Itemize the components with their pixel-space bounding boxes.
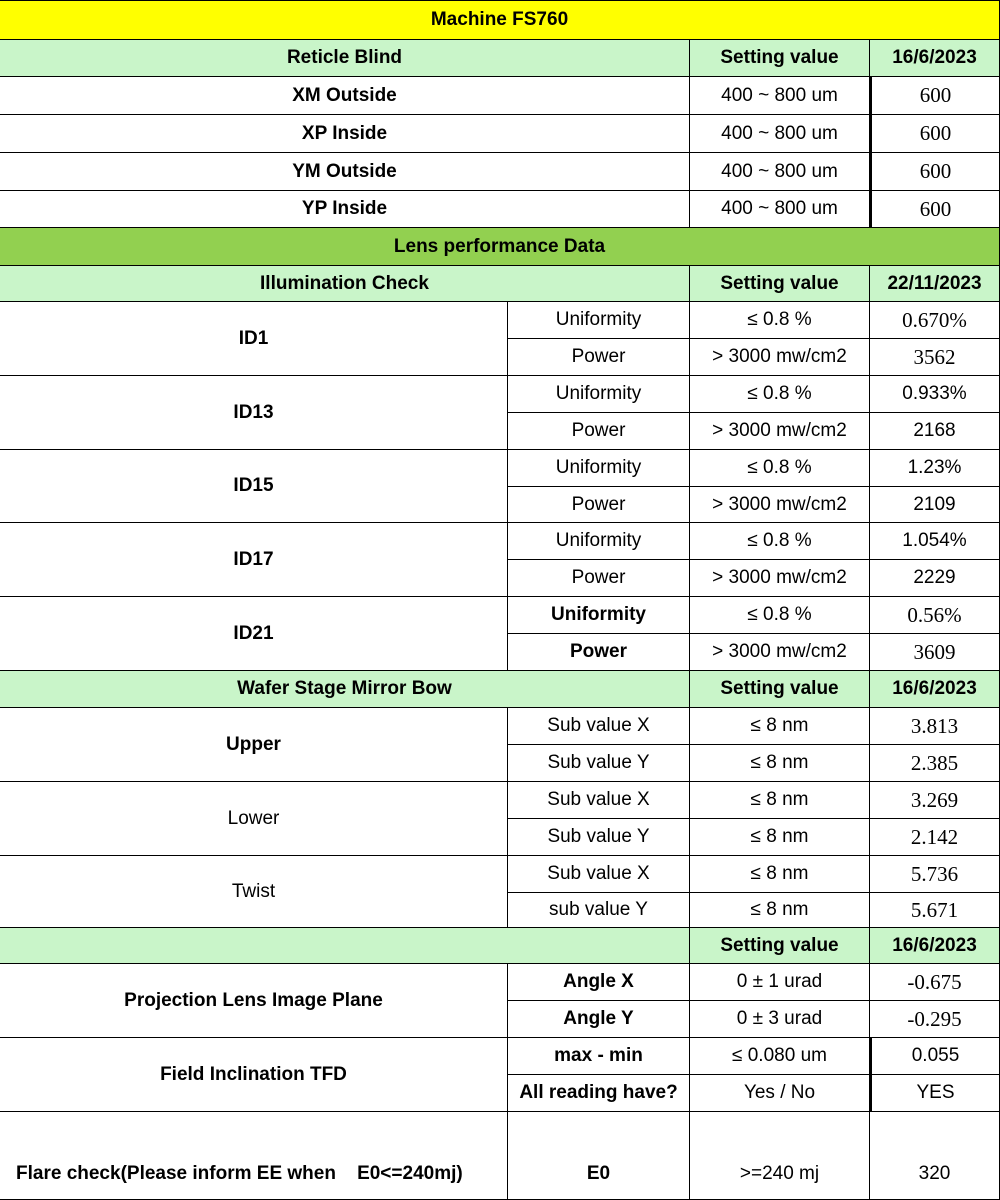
projection-value: -0.295	[870, 1001, 1000, 1038]
illumination-value: 2168	[870, 413, 1000, 450]
illumination-group-id: ID1	[0, 302, 508, 376]
setting-value-header: Setting value	[690, 928, 870, 964]
misc-header-label	[0, 928, 690, 964]
mirror-bow-setting: ≤ 8 nm	[690, 893, 870, 928]
mirror-bow-param: Sub value Y	[508, 745, 690, 782]
reticle-row-name: YM Outside	[0, 153, 690, 191]
mirror-bow-param: Sub value Y	[508, 819, 690, 856]
projection-param: Angle X	[508, 964, 690, 1001]
mirror-bow-value: 2.385	[870, 745, 1000, 782]
illumination-header: Illumination Check	[0, 266, 690, 302]
date-header: 16/6/2023	[870, 671, 1000, 708]
flare-setting: >=240 mj	[690, 1112, 870, 1200]
mirror-bow-header: Wafer Stage Mirror Bow	[0, 671, 690, 708]
mirror-bow-param: sub value Y	[508, 893, 690, 928]
mirror-bow-setting: ≤ 8 nm	[690, 708, 870, 745]
illumination-param: Power	[508, 634, 690, 671]
mirror-bow-param: Sub value X	[508, 708, 690, 745]
lens-section-title: Lens performance Data	[0, 228, 1000, 266]
illumination-setting: ≤ 0.8 %	[690, 302, 870, 339]
reticle-row-value: 600	[870, 115, 1000, 153]
flare-check-label: Flare check(Please inform EE when E0<=240mj)	[0, 1112, 508, 1200]
setting-value-header: Setting value	[690, 671, 870, 708]
mirror-bow-setting: ≤ 8 nm	[690, 745, 870, 782]
mirror-bow-setting: ≤ 8 nm	[690, 782, 870, 819]
reticle-row-value: 600	[870, 153, 1000, 191]
mirror-bow-setting: ≤ 8 nm	[690, 819, 870, 856]
illumination-value: 0.933%	[870, 376, 1000, 413]
illumination-param: Power	[508, 413, 690, 450]
reticle-row-value: 600	[870, 77, 1000, 115]
mirror-bow-setting: ≤ 8 nm	[690, 856, 870, 893]
mirror-bow-param: Sub value X	[508, 782, 690, 819]
projection-param: Angle Y	[508, 1001, 690, 1038]
mirror-bow-group-id: Twist	[0, 856, 508, 928]
illumination-value: 3609	[870, 634, 1000, 671]
mirror-bow-value: 5.671	[870, 893, 1000, 928]
reticle-row-setting: 400 ~ 800 um	[690, 115, 870, 153]
reticle-row-setting: 400 ~ 800 um	[690, 153, 870, 191]
date-header: 16/6/2023	[870, 40, 1000, 77]
mirror-bow-value: 3.813	[870, 708, 1000, 745]
illumination-setting: ≤ 0.8 %	[690, 597, 870, 634]
field-inclination-param: All reading have?	[508, 1075, 690, 1112]
mirror-bow-value: 3.269	[870, 782, 1000, 819]
illumination-value: 1.23%	[870, 450, 1000, 487]
illumination-param: Uniformity	[508, 450, 690, 487]
sheet-title: Machine FS760	[0, 0, 1000, 40]
field-inclination-setting: ≤ 0.080 um	[690, 1038, 870, 1075]
illumination-group-id: ID15	[0, 450, 508, 523]
illumination-setting: > 3000 mw/cm2	[690, 487, 870, 523]
illumination-value: 0.56%	[870, 597, 1000, 634]
illumination-value: 3562	[870, 339, 1000, 376]
mirror-bow-param: Sub value X	[508, 856, 690, 893]
reticle-row-name: XP Inside	[0, 115, 690, 153]
reticle-row-value: 600	[870, 191, 1000, 228]
illumination-value: 0.670%	[870, 302, 1000, 339]
projection-setting: 0 ± 1 urad	[690, 964, 870, 1001]
field-inclination-param: max - min	[508, 1038, 690, 1075]
setting-value-header: Setting value	[690, 266, 870, 302]
illumination-param: Uniformity	[508, 376, 690, 413]
reticle-row-setting: 400 ~ 800 um	[690, 191, 870, 228]
mirror-bow-value: 2.142	[870, 819, 1000, 856]
illumination-setting: > 3000 mw/cm2	[690, 339, 870, 376]
illumination-setting: > 3000 mw/cm2	[690, 413, 870, 450]
illumination-group-id: ID13	[0, 376, 508, 450]
projection-lens-label: Projection Lens Image Plane	[0, 964, 508, 1038]
illumination-value: 2229	[870, 560, 1000, 597]
illumination-param: Power	[508, 487, 690, 523]
illumination-setting: ≤ 0.8 %	[690, 450, 870, 487]
date-header: 22/11/2023	[870, 266, 1000, 302]
illumination-param: Power	[508, 560, 690, 597]
field-inclination-setting: Yes / No	[690, 1075, 870, 1112]
projection-setting: 0 ± 3 urad	[690, 1001, 870, 1038]
reticle-row-name: YP Inside	[0, 191, 690, 228]
illumination-setting: ≤ 0.8 %	[690, 376, 870, 413]
reticle-row-name: XM Outside	[0, 77, 690, 115]
illumination-value: 2109	[870, 487, 1000, 523]
illumination-group-id: ID21	[0, 597, 508, 671]
mirror-bow-value: 5.736	[870, 856, 1000, 893]
reticle-row-setting: 400 ~ 800 um	[690, 77, 870, 115]
setting-value-header: Setting value	[690, 40, 870, 77]
illumination-value: 1.054%	[870, 523, 1000, 560]
field-inclination-value: 0.055	[870, 1038, 1000, 1075]
illumination-setting: > 3000 mw/cm2	[690, 560, 870, 597]
mirror-bow-group-id: Lower	[0, 782, 508, 856]
illumination-param: Uniformity	[508, 302, 690, 339]
illumination-param: Uniformity	[508, 597, 690, 634]
flare-value: 320	[870, 1112, 1000, 1200]
illumination-group-id: ID17	[0, 523, 508, 597]
illumination-param: Power	[508, 339, 690, 376]
flare-param: E0	[508, 1112, 690, 1200]
field-inclination-label: Field Inclination TFD	[0, 1038, 508, 1112]
projection-value: -0.675	[870, 964, 1000, 1001]
field-inclination-value: YES	[870, 1075, 1000, 1112]
illumination-setting: ≤ 0.8 %	[690, 523, 870, 560]
mirror-bow-group-id: Upper	[0, 708, 508, 782]
illumination-param: Uniformity	[508, 523, 690, 560]
date-header: 16/6/2023	[870, 928, 1000, 964]
illumination-setting: > 3000 mw/cm2	[690, 634, 870, 671]
reticle-blind-header: Reticle Blind	[0, 40, 690, 77]
